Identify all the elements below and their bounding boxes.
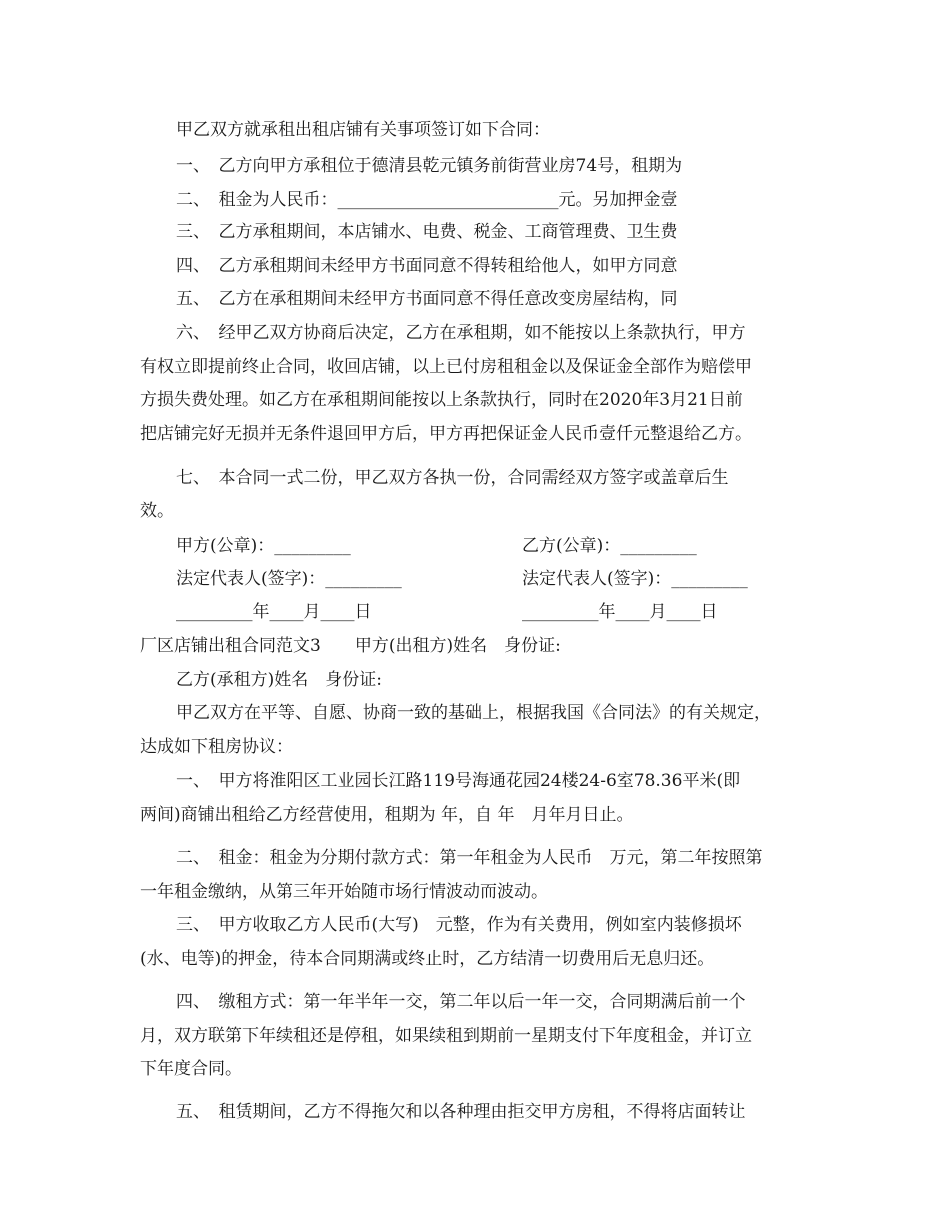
contract-2-heading: 厂区店铺出租合同范文3 甲方(出租方)姓名 身份证:: [140, 636, 561, 656]
party-a-representative: 法定代表人(签字)：_________: [176, 569, 402, 589]
contract-2-clause-2-line-1: 二、 租金：租金为分期付款方式：第一年租金为人民币 万元，第二年按照第: [176, 848, 763, 868]
party-a-seal: 甲方(公章)：_________: [176, 536, 351, 556]
clause-6-line-4: 把店铺完好无损并无条件退回甲方后，甲方再把保证金人民币壹仟元整退给乙方。: [140, 424, 752, 444]
contract-2-intro-line-2: 达成如下租房协议：: [140, 737, 293, 757]
contract-2-clause-5: 五、 租赁期间，乙方不得拖欠和以各种理由拒交甲方房租，不得将店面转让: [176, 1102, 746, 1122]
clause-4: 四、 乙方承租期间未经甲方书面同意不得转租给他人，如甲方同意: [176, 256, 678, 276]
contract-2-clause-4-line-3: 下年度合同。: [140, 1059, 242, 1079]
contract-2-clause-4-line-2: 月，双方联第下年续租还是停租，如果续租到期前一星期支付下年度租金，并订立: [140, 1026, 752, 1046]
party-a-date: _________年____月____日: [176, 602, 372, 622]
clause-1: 一、 乙方向甲方承租位于德清县乾元镇务前街营业房74号，租期为: [176, 156, 683, 176]
party-b-representative: 法定代表人(签字)：_________: [522, 569, 748, 589]
contract-2-party-b: 乙方(承租方)姓名 身份证:: [176, 670, 382, 690]
contract-2-clause-3-line-2: (水、电等)的押金，待本合同期满或终止时，乙方结清一切费用后无息归还。: [140, 949, 715, 969]
contract-2-clause-1-line-2: 两间)商铺出租给乙方经营使用，租期为 年，自 年 月年月日止。: [140, 805, 634, 825]
contract-2-clause-2-line-2: 一年租金缴纳，从第三年开始随市场行情波动而波动。: [140, 882, 548, 902]
contract-2-clause-4-line-1: 四、 缴租方式：第一年半年一交，第二年以后一年一交，合同期满后前一个: [176, 992, 746, 1012]
clause-7-line-2: 效。: [140, 501, 174, 521]
clause-6-line-1: 六、 经甲乙双方协商后决定，乙方在承租期，如不能按以上条款执行，甲方: [176, 323, 746, 343]
party-b-seal: 乙方(公章)：_________: [522, 536, 697, 556]
clause-6-line-2: 有权立即提前终止合同，收回店铺，以上已付房租租金以及保证金全部作为赔偿甲: [140, 357, 752, 377]
clause-3: 三、 乙方承租期间，本店铺水、电费、税金、工商管理费、卫生费: [176, 222, 678, 242]
clause-6-line-3: 方损失费处理。如乙方在承租期间能按以上条款执行，同时在2020年3月21日前: [140, 390, 743, 410]
contract-2-clause-1-line-1: 一、 甲方将淮阳区工业园长江路119号海通花园24楼24-6室78.36平米(即: [176, 771, 741, 791]
contract-2-clause-3-line-1: 三、 甲方收取乙方人民币(大写) 元整，作为有关费用，例如室内装修损坏: [176, 915, 742, 935]
party-b-date: _________年____月____日: [522, 602, 718, 622]
contract-2-intro-line-1: 甲乙双方在平等、自愿、协商一致的基础上，根据我国《合同法》的有关规定，: [176, 703, 771, 723]
clause-7-line-1: 七、 本合同一式二份，甲乙双方各执一份，合同需经双方签字或盖章后生: [176, 468, 729, 488]
intro-line: 甲乙双方就承租出租店铺有关事项签订如下合同：: [176, 120, 550, 140]
clause-2: 二、 租金为人民币：__________________________元。另加押金壹: [176, 190, 678, 210]
clause-5: 五、 乙方在承租期间未经甲方书面同意不得任意改变房屋结构，同: [176, 289, 678, 309]
